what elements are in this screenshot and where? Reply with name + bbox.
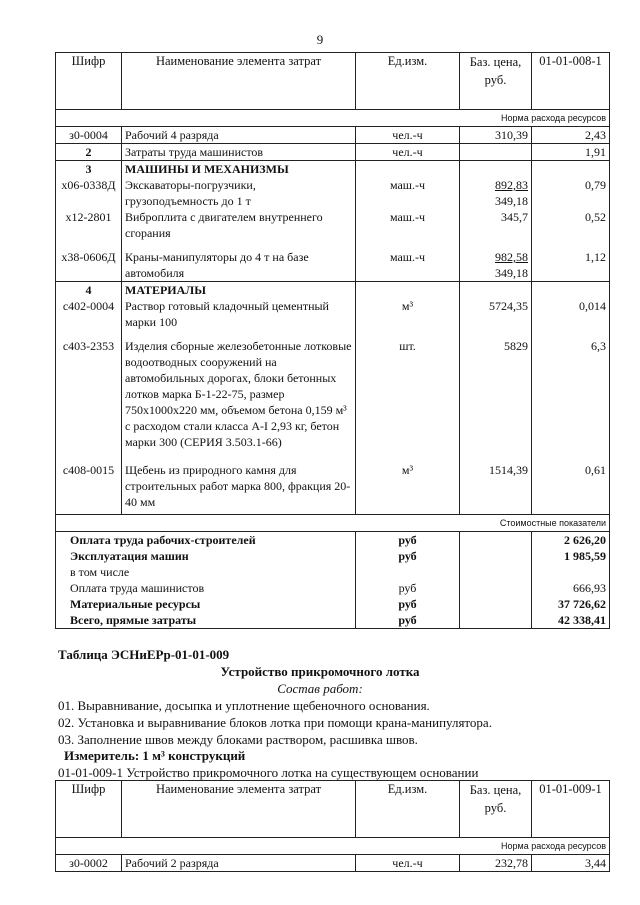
row-code: з0-0002 [56, 855, 122, 872]
cost-row [56, 531, 610, 548]
cost-name: Оплата труда рабочих-строителей [56, 531, 356, 548]
row-name: Раствор готовый кладочный цементный марки 100 [122, 298, 356, 338]
row-unit: чел.-ч [356, 855, 460, 872]
row-price-secondary: 349,18 [495, 194, 528, 208]
cost-value: 1 985,59 [532, 548, 610, 564]
work-item: 03. Заполнение швов между блоками раствором, расшивка швов. [58, 732, 418, 747]
row-unit: чел.-ч [356, 127, 460, 144]
row-price: 982,58 [495, 250, 528, 264]
cost-unit: руб [356, 548, 460, 564]
subtitle: 01-01-009-1 Устройство прикромочного лотка на существующем основании [58, 765, 479, 780]
resource-table-2 [55, 780, 610, 872]
row-code: с408-0015 [56, 462, 122, 514]
cost-row [56, 612, 610, 629]
measure: Измеритель: 1 м³ конструкций [64, 748, 246, 763]
row-code: х12-2801 [56, 209, 122, 249]
row-price: 5829 [460, 338, 532, 462]
cost-name: Всего, прямые затраты [56, 612, 356, 629]
row-name: Виброплита с двигателем внутреннего сгорания [122, 209, 356, 249]
table-row [56, 249, 610, 282]
cost-value: 42 338,41 [532, 612, 610, 629]
row-norm: 0,52 [532, 209, 610, 249]
row-norm: 6,3 [532, 338, 610, 462]
cost-row [56, 596, 610, 612]
cost-value [532, 564, 610, 580]
resource-table-1 [55, 52, 610, 629]
cost-row [56, 564, 610, 580]
table-row [56, 144, 610, 161]
row-price: 232,78 [460, 855, 532, 872]
row-price: 1514,39 [460, 462, 532, 514]
header-code: Шифр [56, 53, 122, 110]
table-row [56, 298, 610, 338]
row-code: з0-0004 [56, 127, 122, 144]
cost-unit: руб [356, 531, 460, 548]
table-row [56, 177, 610, 209]
header-norm-code: 01-01-008-1 [532, 53, 610, 110]
header-unit: Ед.изм. [356, 781, 460, 838]
row-norm: 1,12 [532, 249, 610, 282]
row-name: Изделия сборные железобетонные лотковые водоотводных сооружений на автомобильных дорогах, блоки бетонных лотков марка Б-1-22-75, размер 750х1000х220 мм, объемом бетона 0,159 м³ с расходом стали класса А-I 2,93 кг, бетон марки 300 (СЕРИЯ 3.503.1-66) [122, 338, 356, 462]
header-price: Баз. цена, руб. [460, 53, 532, 110]
row-code: х38-0606Д [56, 249, 122, 282]
works-heading: Состав работ: [277, 681, 363, 696]
row-price: 892,83 [495, 178, 528, 192]
section-number: 4 [56, 282, 122, 299]
table-header [56, 781, 610, 838]
row-price: 5724,35 [460, 298, 532, 338]
cost-unit: руб [356, 580, 460, 596]
page-number: 9 [316, 32, 324, 47]
section-header [56, 161, 610, 178]
row-unit: шт. [356, 338, 460, 462]
row-name: Рабочий 4 разряда [122, 127, 356, 144]
row-unit: чел.-ч [356, 144, 460, 161]
table-row [56, 855, 610, 872]
header-name: Наименование элемента затрат [122, 781, 356, 838]
row-unit: маш.-ч [356, 249, 460, 282]
table-row [56, 338, 610, 462]
cost-value: 37 726,62 [532, 596, 610, 612]
row-name: Рабочий 2 разряда [122, 855, 356, 872]
section-heading: Устройство прикромочного лотка [220, 664, 420, 679]
table-title: Таблица ЭСНиЕРр-01-01-009 [58, 647, 230, 662]
table-header [56, 53, 610, 110]
cost-value: 666,93 [532, 580, 610, 596]
row-name: Краны-манипуляторы до 4 т на базе автомобиля [122, 249, 356, 282]
header-price: Баз. цена, руб. [460, 781, 532, 838]
row-code: с402-0004 [56, 298, 122, 338]
row-norm: 3,44 [532, 855, 610, 872]
row-unit: маш.-ч [356, 177, 460, 209]
row-norm: 0,61 [532, 462, 610, 514]
row-name: Щебень из природного камня для строительных работ марка 800, фракция 20-40 мм [122, 462, 356, 514]
row-name: Экскаваторы-погрузчики, грузоподъемность до 1 т [122, 177, 356, 209]
row-code: с403-2353 [56, 338, 122, 462]
row-norm: 1,91 [532, 144, 610, 161]
row-norm: 0,79 [532, 177, 610, 209]
section-title: МАТЕРИАЛЫ [122, 282, 356, 299]
row-unit: м³ [356, 298, 460, 338]
cost-row [56, 580, 610, 596]
cost-row [56, 548, 610, 564]
cost-name: в том числе [56, 564, 356, 580]
row-norm: 2,43 [532, 127, 610, 144]
row-price: 345,7 [460, 209, 532, 249]
section-title: МАШИНЫ И МЕХАНИЗМЫ [122, 161, 356, 178]
table-row [56, 209, 610, 249]
row-price [460, 144, 532, 161]
row-price-secondary: 349,18 [495, 266, 528, 280]
row-name: Затраты труда машинистов [122, 144, 356, 161]
row-norm: 0,014 [532, 298, 610, 338]
cost-label: Стоимостные показатели [56, 514, 610, 531]
row-code: 2 [56, 144, 122, 161]
work-item: 01. Выравнивание, досыпка и уплотнение щебеночного основания. [58, 698, 430, 713]
cost-unit: руб [356, 612, 460, 629]
cost-name: Оплата труда машинистов [56, 580, 356, 596]
norm-label: Норма расхода ресурсов [56, 838, 610, 855]
header-norm-code: 01-01-009-1 [532, 781, 610, 838]
cost-unit [356, 564, 460, 580]
header-unit: Ед.изм. [356, 53, 460, 110]
header-code: Шифр [56, 781, 122, 838]
norm-label: Норма расхода ресурсов [56, 110, 610, 127]
row-unit: м³ [356, 462, 460, 514]
row-unit: маш.-ч [356, 209, 460, 249]
row-code: х06-0338Д [56, 177, 122, 209]
cost-name: Эксплуатация машин [56, 548, 356, 564]
row-price: 310,39 [460, 127, 532, 144]
cost-unit: руб [356, 596, 460, 612]
header-name: Наименование элемента затрат [122, 53, 356, 110]
cost-name: Материальные ресурсы [56, 596, 356, 612]
cost-value: 2 626,20 [532, 531, 610, 548]
section-header [56, 282, 610, 299]
table-row [56, 127, 610, 144]
section-number: 3 [56, 161, 122, 178]
work-item: 02. Установка и выравнивание блоков лотка при помощи крана-манипулятора. [58, 715, 492, 730]
table-row [56, 462, 610, 514]
